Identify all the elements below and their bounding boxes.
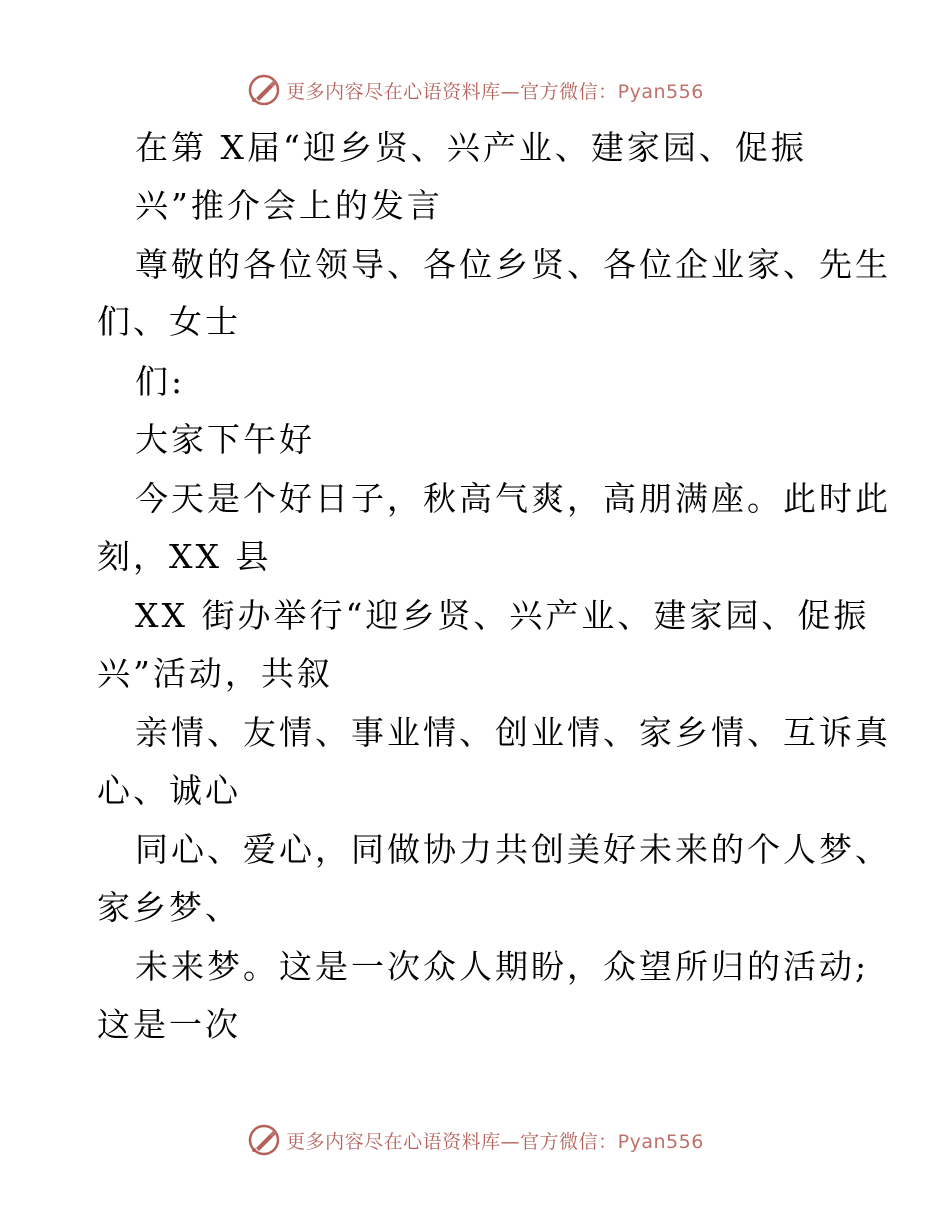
text-line: 兴”活动，共叙 — [97, 654, 333, 693]
pen-logo-icon — [246, 1122, 282, 1158]
text-line: 未来梦。这是一次众人期盼，众望所归的活动; — [135, 947, 870, 986]
watermark-text: 更多内容尽在心语资料库—官方微信：Pyan556 — [286, 80, 704, 103]
header-watermark — [0, 70, 950, 110]
text-line: 在第 X届“迎乡贤、兴产业、建家园、促振 — [135, 128, 807, 167]
text-line: 心、诚心 — [97, 771, 241, 810]
text-line: 尊敬的各位领导、各位乡贤、各位企业家、先生 — [135, 245, 891, 284]
text-line: 们: — [135, 362, 186, 401]
text-line: 们、女士 — [97, 302, 241, 341]
text-line: 同心、爱心，同做协力共创美好未来的个人梦、 — [135, 830, 891, 869]
footer-watermark — [0, 1120, 950, 1160]
text-line: 家乡梦、 — [97, 888, 241, 927]
text-line: 这是一次 — [97, 1005, 241, 1044]
text-line: XX 街办举行“迎乡贤、兴产业、建家园、促振 — [135, 596, 870, 635]
text-line: 刻，XX 县 — [97, 537, 272, 576]
pen-logo-icon — [246, 72, 282, 108]
text-line: 今天是个好日子，秋高气爽，高朋满座。此时此 — [135, 479, 891, 518]
text-line: 大家下午好 — [135, 420, 315, 459]
text-line: 亲情、友情、事业情、创业情、家乡情、互诉真 — [135, 713, 891, 752]
watermark-text: 更多内容尽在心语资料库—官方微信：Pyan556 — [286, 1130, 704, 1153]
text-line: 兴”推介会上的发言 — [135, 186, 443, 225]
